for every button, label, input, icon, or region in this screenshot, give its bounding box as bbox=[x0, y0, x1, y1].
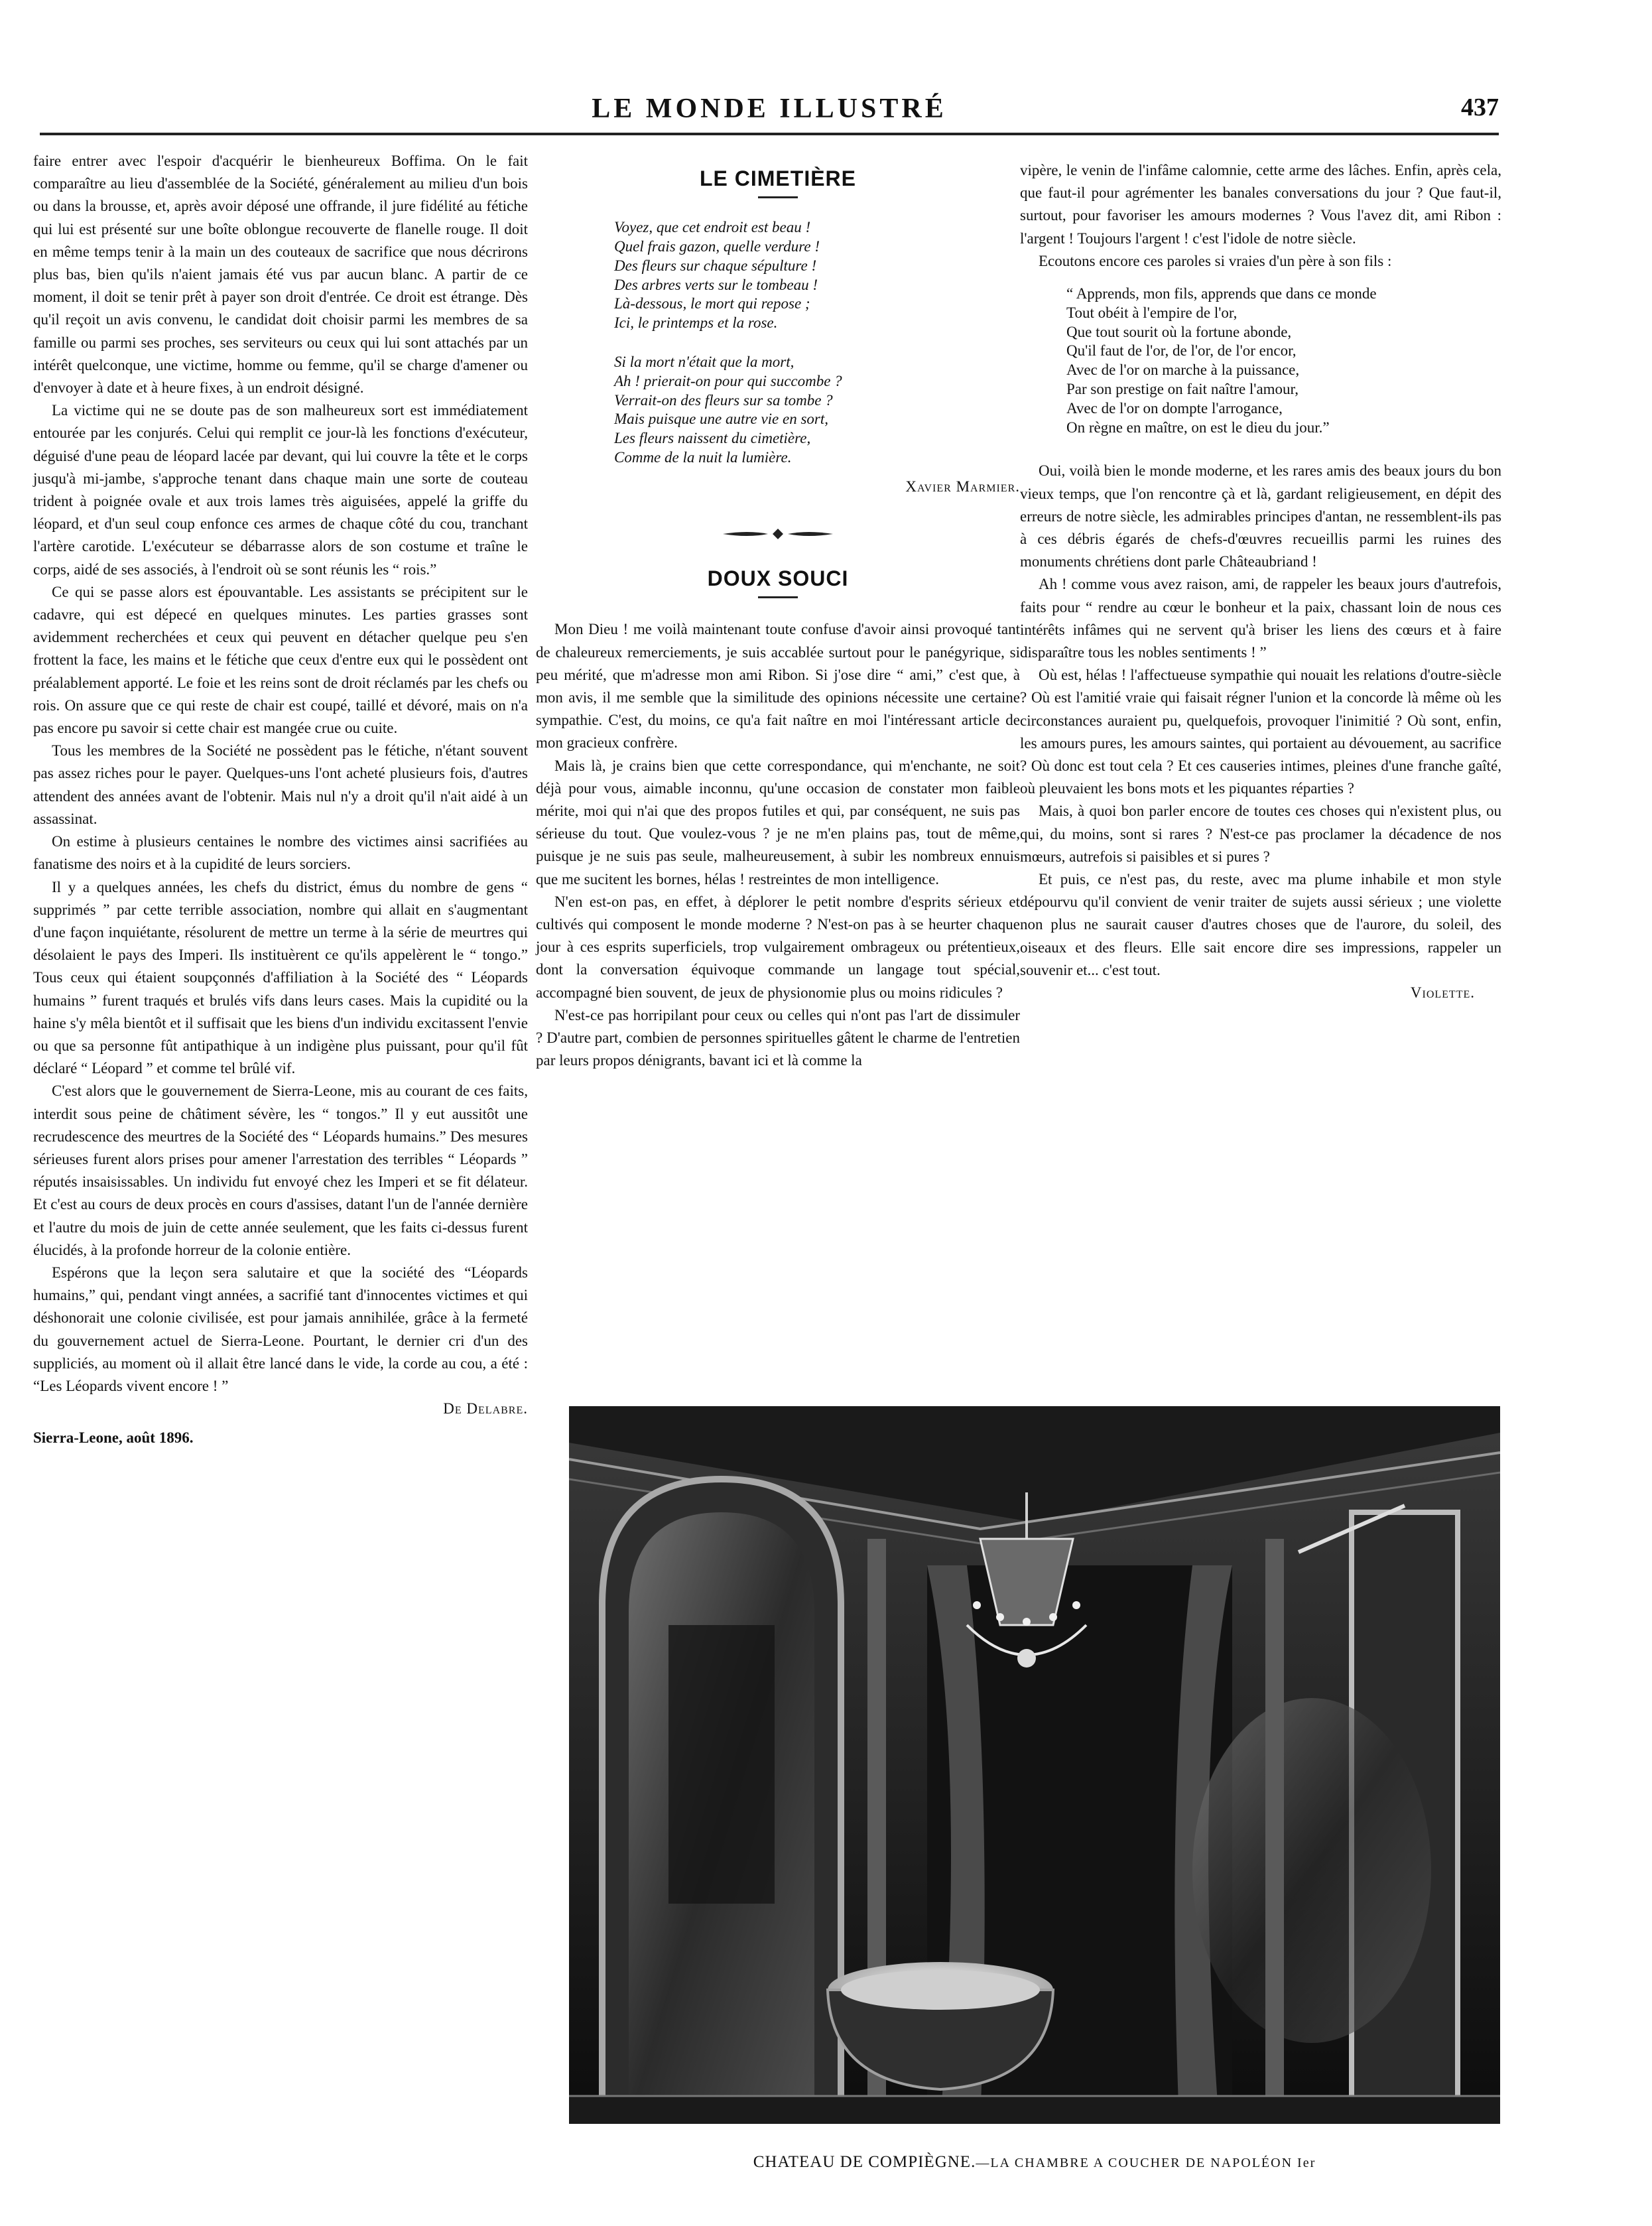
column-left-article bbox=[33, 150, 528, 1450]
poem-line: Comme de la nuit la lumière. bbox=[614, 448, 792, 466]
article-dateline: Sierra-Leone, août 1896. bbox=[33, 1429, 194, 1447]
article-paragraph: Et puis, ce n'est pas, du reste, avec ma plume inhabile et mon style dépourvu qu'il convient de venir traiter de sujets aussi sérieux ; une violette non plus ne saurait causer d'autres choses que de l'aurore, du soleil, des oiseaux et des fleurs. Elle sait encore dire ses impressions, rappeler un souvenir et... c'est tout. bbox=[1020, 871, 1501, 978]
article-paragraph: Oui, voilà bien le monde moderne, et les rares amis des beaux jours du bon vieux temps, que l'on rencontre çà et là, gardant religieusement, en dépit des erreurs de notre siècle, les admirables principes d'antan, ne ressemblent-ils pas à ces débris égarés de chefs-d'œuvres recueillis parmi les ruines des monuments chrétiens dont parle Châteaubriand ! bbox=[1020, 462, 1501, 570]
page-header bbox=[40, 93, 1499, 135]
article-paragraph: N'est-ce pas horripilant pour ceux ou celles qui n'ont pas l'art de dissimuler ? D'autre part, combien de personnes spirituelles gâtent le charme de l'entretien par leurs propos dénigrants, bavant ici et là comme la bbox=[536, 1006, 1020, 1069]
poem-title: LE CIMETIÈRE bbox=[699, 166, 856, 190]
poem-author: Xavier Marmier. bbox=[905, 478, 1020, 495]
page-number: 437 bbox=[1461, 94, 1499, 121]
article-paragraph: Mais là, je crains bien que cette correspondance, qui m'enchante, ne soit déjà pour vous, aimable inconnu, qu'une occasion de constater mon faible mérite, moi qui n'ai que des propos futiles et qui, par conséquent, ne suis pas sérieuse du tout. Que voulez-vous ? je ne m'en plains pas, tout de même, puisque je ne suis pas seule, malheureusement, à subir les nombreux ennuis que me sucitent les bornes, hélas ! restreintes de mon intelligence. bbox=[536, 757, 1020, 887]
verse-line: “ Apprends, mon fils, apprends que dans ce monde bbox=[1066, 285, 1377, 302]
poem-line: Là-dessous, le mort qui repose ; bbox=[614, 295, 810, 312]
poem-line: Verrait-on des fleurs sur sa tombe ? bbox=[614, 391, 833, 409]
verse-line: On règne en maître, on est le dieu du jour.” bbox=[1066, 419, 1330, 436]
verse-line: Qu'il faut de l'or, de l'or, de l'or encor, bbox=[1066, 342, 1297, 360]
article-title: DOUX SOUCI bbox=[707, 566, 849, 591]
article-paragraph: vipère, le venin de l'infâme calomnie, cette arme des lâches. Enfin, après cela, que faut-il pour agrémenter les banales conversations du jour ? Que faut-il, surtout, pour favoriser les amours modernes ? Vous l'avez dit, ami Ribon : l'argent ! Toujours l'argent ! c'est l'idole de notre siècle. bbox=[1020, 162, 1501, 247]
bedroom-engraving-image bbox=[569, 1406, 1500, 2124]
article-paragraph: N'en est-on pas, en effet, à déplorer le petit nombre d'esprits sérieux et cultivés qui composent le monde moderne ? N'est-on pas à se heurter chaque jour à ces esprits superficiels, trop vulgairement ombrageux ou prétentieux, dont la conversation équivoque commande un langage tout spécial, accompagné bien souvent, de jeux de physionomie plus ou moins ridicules ? bbox=[536, 893, 1020, 1001]
poem-body bbox=[614, 218, 1020, 468]
poem-line: Des fleurs sur chaque sépulture ! bbox=[614, 257, 817, 274]
verse-line: Que tout sourit où la fortune abonde, bbox=[1066, 323, 1292, 340]
title-rule bbox=[758, 596, 798, 598]
quoted-verse bbox=[1066, 285, 1501, 437]
ornament-divider bbox=[536, 525, 1020, 547]
verse-line: Avec de l'or on marche à la puissance, bbox=[1066, 361, 1300, 379]
poem-line: Ici, le printemps et la rose. bbox=[614, 314, 778, 332]
article-paragraph: La victime qui ne se doute pas de son malheureux sort est immédiatement entourée par les conjurés. Celui qui remplit ce jour-là les fonctions d'exécuteur, déguisé d'une peau de léopard lacée par devant, qui lui couvre la tête et le corps jusqu'à mi-jambe, s'approche tenant dans chaque main une sorte de couteau trident à poignée ovale et aux trois lames très aiguisées, appelé la griffe du léopard, et d'un seul coup enfonce ces armes de chaque côté du cou, tranchant l'artère carotide. L'exécuteur se débarrasse alors de son costume et traîne le corps, aidé de ses associés, à l'endroit où se sont réunis les “ rois.” bbox=[33, 402, 528, 578]
ornament-divider-icon bbox=[722, 527, 834, 541]
poem-line: Des arbres verts sur le tombeau ! bbox=[614, 276, 818, 293]
poem-line: Voyez, que cet endroit est beau ! bbox=[614, 219, 811, 236]
verse-line: Par son prestige on fait naître l'amour, bbox=[1066, 381, 1299, 397]
article-paragraph: faire entrer avec l'espoir d'acquérir le bienheureux Boffima. On le fait comparaître au lieu d'assemblée de la Société, généralement au milieu d'un bois ou dans la brousse, et, après avoir déposé une offrande, il jure fidélité au fétiche qui lui est présenté sur une boîte oblongue recouverte de flanelle rouge. Il doit en même temps tenir à la main un des couteaux de sacrifice que nous décrirons plus bas, bien qu'ils n'aient jamais été vus par aucun blanc. A partir de ce moment, il doit se tenir prêt à payer son droit d'entrée. Ce droit est étrange. Dès qu'il reçoit un avis convenu, le candidat doit choisir parmi les membres de sa famille ou parmi ses proches, ses serviteurs ou ceux qui lui sont attachés par un intérêt quelconque, une victime, homme ou femme, qu'il se charge d'amener ou d'envoyer à date et à heure fixes, à un endroit désigné. bbox=[33, 153, 528, 397]
article-paragraph: Mais, à quoi bon parler encore de toutes ces choses qui n'existent plus, ou qui, du moins, sont si rares ? N'est-ce pas proclamer la décadence de nos mœurs, autrefois si paisibles et si pures ? bbox=[1020, 803, 1501, 865]
illustration-caption bbox=[569, 2153, 1500, 2172]
article-paragraph: Mon Dieu ! me voilà maintenant toute confuse d'avoir ainsi provoqué tant de chaleureux remerciements, je suis accablée surtout pour le panégyrique, si peu mérité, que m'adresse mon ami Ribon. Si j'ose dire “ ami,” c'est que, à mon avis, il me semble que la similitude des opinions nécessite une certaine sympathie. C'est, du moins, ce qu'a fait naître en moi l'intéressant article de mon gracieux confrère. bbox=[536, 621, 1020, 752]
poem-stanza bbox=[614, 353, 1020, 468]
poem-line: Ah ! prierait-on pour qui succombe ? bbox=[614, 372, 842, 389]
article-paragraph: Il y a quelques années, les chefs du district, émus du nombre de gens “ supprimés ” par cette terrible association, nombre qui allait en s'augmentant d'une façon inquiétante, résolurent de mettre un terme à la série de meurtres qui désolaient le pays des Imperi. Ils instituèrent ce qu'ils appelèrent le “ tongo.” Tous ceux qui étaient soupçonnés d'affiliation à la Société des “ Léopards humains ” furent traqués et brulés vifs dans leurs cases. Mais la cupidité ou la haine s'y mêla bientôt et il suffisait que les biens d'un individu excitassent l'envie ou que sa personne fût antipathique à un indigène plus puissant, pour qu'il fût déclaré “ Léopard ” et comme tel brûlé vif. bbox=[33, 878, 528, 1077]
poem-line: Quel frais gazon, quelle verdure ! bbox=[614, 238, 820, 255]
article-paragraph: Ah ! comme vous avez raison, ami, de rappeler les beaux jours d'autrefois, faits pour “ rendre au cœur le bonheur et la paix, chassant loin de nous ces intérêts infâmes qui ne servent qu'à briser les liens des cœurs et à faire disparaître tous les nobles sentiments ! ” bbox=[1020, 576, 1501, 661]
article-paragraph: Tous les membres de la Société ne possèdent pas le fétiche, n'étant souvent pas assez riches pour le payer. Quelques-uns l'ont acheté plusieurs fois, d'autres attendent des années avant de l'obtenir. Mais nul n'y a droit qu'il n'ait aidé à un assassinat. bbox=[33, 742, 528, 827]
verse-line: Tout obéit à l'empire de l'or, bbox=[1066, 304, 1238, 321]
verse-line: Avec de l'or on dompte l'arrogance, bbox=[1066, 399, 1283, 417]
article-paragraph: Ecoutons encore ces paroles si vraies d'un père à son fils : bbox=[1039, 252, 1392, 269]
poem-line: Les fleurs naissent du cimetière, bbox=[614, 430, 811, 447]
article-signature: Violette. bbox=[1410, 984, 1475, 1002]
title-rule bbox=[758, 196, 798, 198]
article-paragraph: C'est alors que le gouvernement de Sierra-Leone, mis au courant de ces faits, interdit sous peine de châtiment sévère, les “ tongos.” Il y eut aussitôt une recrudescence des meurtres de la Société des “ Léopards humains.” Des mesures sérieuses furent alors prises pour amener l'arrestation des terribles “ Léopards ” réputés insaisissables. Un individu fut envoyé chez les Imperi et se fit délateur. Et c'est au cours de deux procès en cours d'assises, datant l'un de l'année dernière et l'autre du mois de juin de cette année seulement, que les faits ci-dessus furent élucidés, à la profonde horreur de la colonie entière. bbox=[33, 1082, 528, 1258]
poem-line: Si la mort n'était que la mort, bbox=[614, 353, 794, 370]
poem-line: Mais puisque une autre vie en sort, bbox=[614, 411, 829, 428]
column-middle bbox=[536, 150, 1020, 1072]
masthead: LE MONDE ILLUSTRÉ bbox=[592, 94, 947, 124]
article-paragraph: Où est, hélas ! l'affectueuse sympathie qui nouait les relations d'outre-siècle ? Où est l'amitié vraie qui faisait régner l'union et la concorde là même où les circonstances auraient pu, quelquefois, provoquer l'inimitié ? Où sont, enfin, les amours pures, les amours saintes, qui portaient au dévouement, au sacrifice ? Où donc est tout cela ? Et ces causeries intimes, pleines d'une franche gaîté, où pleuvaient les bons mots et les piquantes réparties ? bbox=[1020, 667, 1501, 797]
article-paragraph: On estime à plusieurs centaines le nombre des victimes ainsi sacrifiées au fanatisme des noirs et à la cupidité de leurs sorciers. bbox=[33, 833, 528, 873]
poem-stanza bbox=[614, 218, 1020, 333]
column-right bbox=[1020, 159, 1501, 1004]
caption-sub: —LA CHAMBRE A COUCHER DE NAPOLÉON Ier bbox=[976, 2156, 1316, 2170]
article-paragraph: Espérons que la leçon sera salutaire et que la société des “Léopards humains,” qui, pendant vingt années, a sacrifié tant d'innocentes victimes et qui déshonorait une colonie civilisée, est pour jamais annihilée, grâce à la fermeté du gouvernement actuel de Sierra-Leone. Pourtant, le dernier cri d'un des suppliciés, au moment où il allait être lancé dans le vide, la corde au cou, a été : “Les Léopards vivent encore ! ” bbox=[33, 1264, 528, 1394]
bedroom-illustration bbox=[569, 1406, 1500, 2124]
article-paragraph: Ce qui se passe alors est épouvantable. Les assistants se précipitent sur le cadavre, qui est dépecé en quelques minutes. Les parties grasses sont avidemment recherchées et ceux qui peuvent en détacher quelque peu s'en frottent la face, les mains et le fétiche que ceux d'entre eux qui le possèdent ont préalablement apporté. Le foie et les reins sont de droit réclamés par les chefs ou rois. On assure que ce qui reste de chair est coupé, taillé et dévoré, mais on n'a pas encore pu savoir si cette chair est mangée crue ou cuite. bbox=[33, 583, 528, 737]
article-signature: De Delabre. bbox=[443, 1400, 528, 1417]
caption-main: CHATEAU DE COMPIÈGNE. bbox=[753, 2153, 976, 2171]
